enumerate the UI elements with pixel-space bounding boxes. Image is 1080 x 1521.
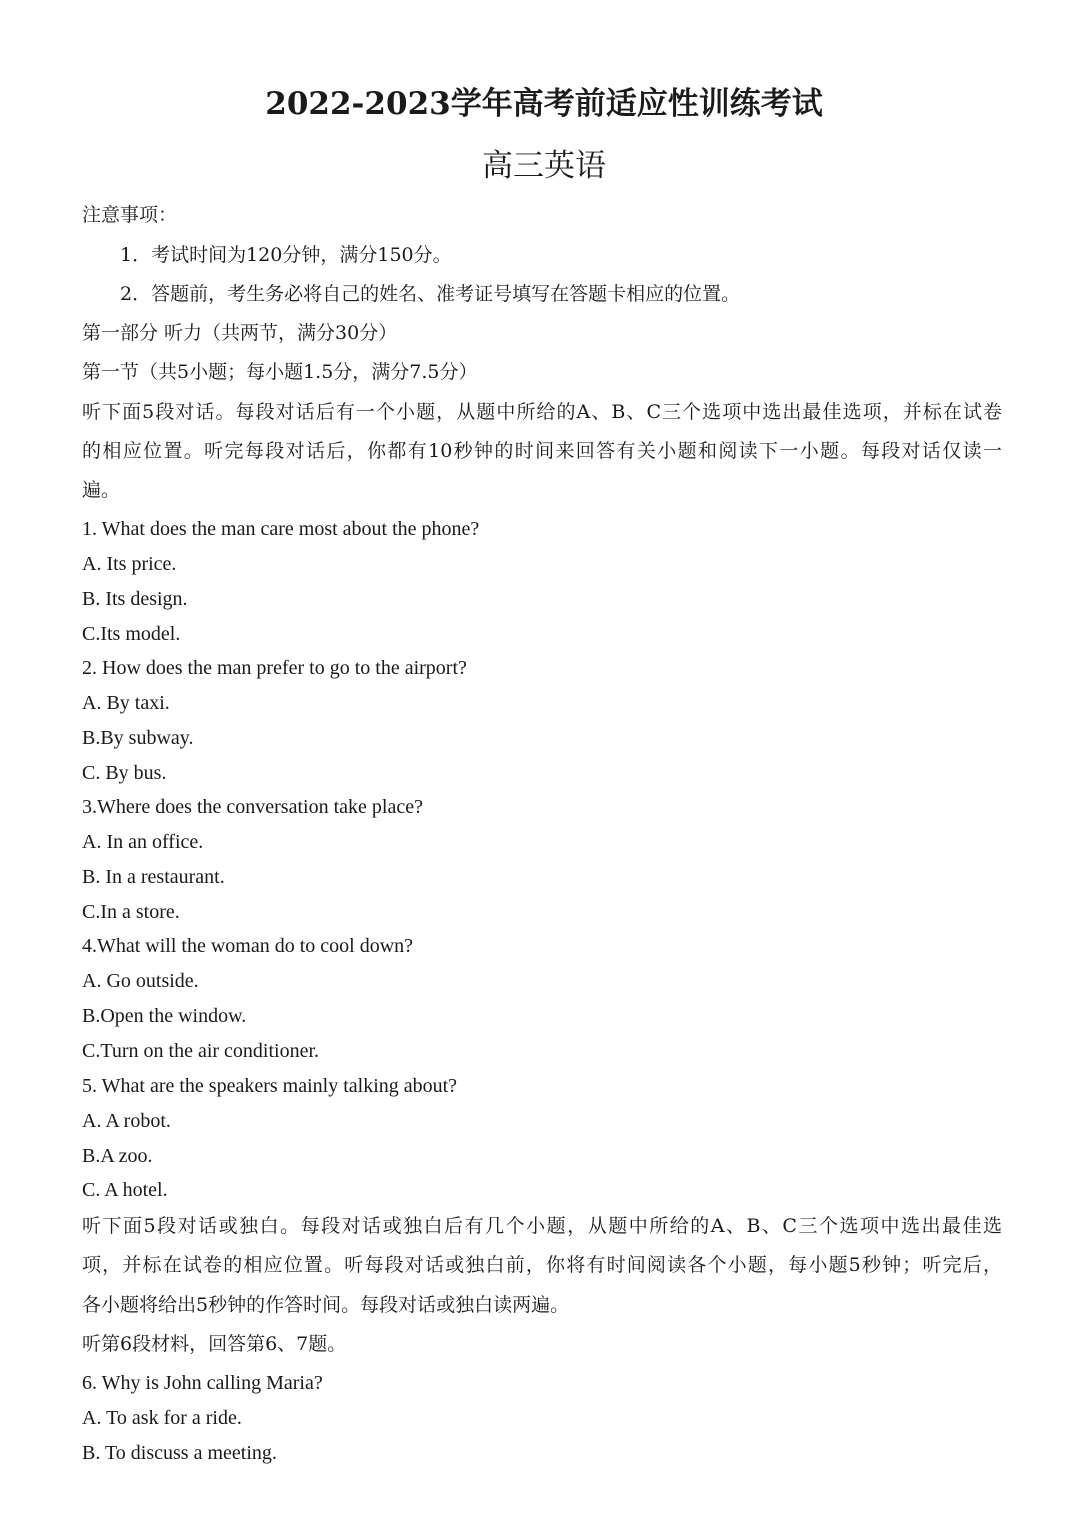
question-1-option-b: B. Its design. [82,588,188,610]
question-1: 1. What does the man care most about the phone? [82,518,480,540]
material-6-heading: 听第6段材料，回答第6、7题。 [82,1333,347,1355]
section1-instructions-line-2: 的相应位置。听完每段对话后，你都有10秒钟的时间来回答有关小题和阅读下一小题。每段对话仅读一 [82,440,1002,462]
question-5: 5. What are the speakers mainly talking about? [82,1075,458,1097]
question-2: 2. How does the man prefer to go to the airport? [82,657,467,679]
question-3-option-b: B. In a restaurant. [82,866,225,888]
question-1-option-a: A. Its price. [82,553,177,575]
question-5-option-a: A. A robot. [82,1110,171,1132]
notice-item-1: 1．考试时间为120分钟，满分150分。 [120,244,452,266]
question-3-option-a: A. In an office. [82,831,204,853]
question-4-option-a: A. Go outside. [82,970,199,992]
part1-heading: 第一部分 听力（共两节，满分30分） [82,322,398,344]
notice-item-2: 2．答题前，考生务必将自己的姓名、准考证号填写在答题卡相应的位置。 [120,283,741,305]
exam-subtitle: 高三英语 [482,148,606,184]
question-6: 6. Why is John calling Maria? [82,1372,323,1394]
question-5-option-c: C. A hotel. [82,1179,168,1201]
question-2-option-c: C. By bus. [82,762,167,784]
question-1-option-c: C.Its model. [82,623,181,645]
question-3: 3.Where does the conversation take place? [82,796,423,818]
section2-instructions-line-2: 项，并标在试卷的相应位置。听每段对话或独白前，你将有时间阅读各个小题，每小题5秒钟；听完后， [82,1254,1002,1276]
question-5-option-b: B.A zoo. [82,1145,153,1167]
section1-instructions-line-1: 听下面5段对话。每段对话后有一个小题，从题中所给的A、B、C三个选项中选出最佳选项，并标在试卷 [82,401,1002,423]
question-6-option-a: A. To ask for a ride. [82,1407,242,1429]
question-4: 4.What will the woman do to cool down? [82,935,414,957]
question-2-option-b: B.By subway. [82,727,194,749]
section1-heading: 第一节（共5小题；每小题1.5分，满分7.5分） [82,361,478,383]
notice-heading: 注意事项： [82,204,178,226]
question-4-option-c: C.Turn on the air conditioner. [82,1040,320,1062]
question-2-option-a: A. By taxi. [82,692,170,714]
question-6-option-b: B. To discuss a meeting. [82,1442,277,1464]
exam-title: 2022-2023学年高考前适应性训练考试 [265,86,823,122]
question-4-option-b: B.Open the window. [82,1005,247,1027]
section2-instructions-line-1: 听下面5段对话或独白。每段对话或独白后有几个小题，从题中所给的A、B、C三个选项中选出最佳选 [82,1215,1002,1237]
section1-instructions-line-3: 遍。 [82,479,121,501]
section2-instructions-line-3: 各小题将给出5秒钟的作答时间。每段对话或独白读两遍。 [82,1294,570,1316]
question-3-option-c: C.In a store. [82,901,180,923]
